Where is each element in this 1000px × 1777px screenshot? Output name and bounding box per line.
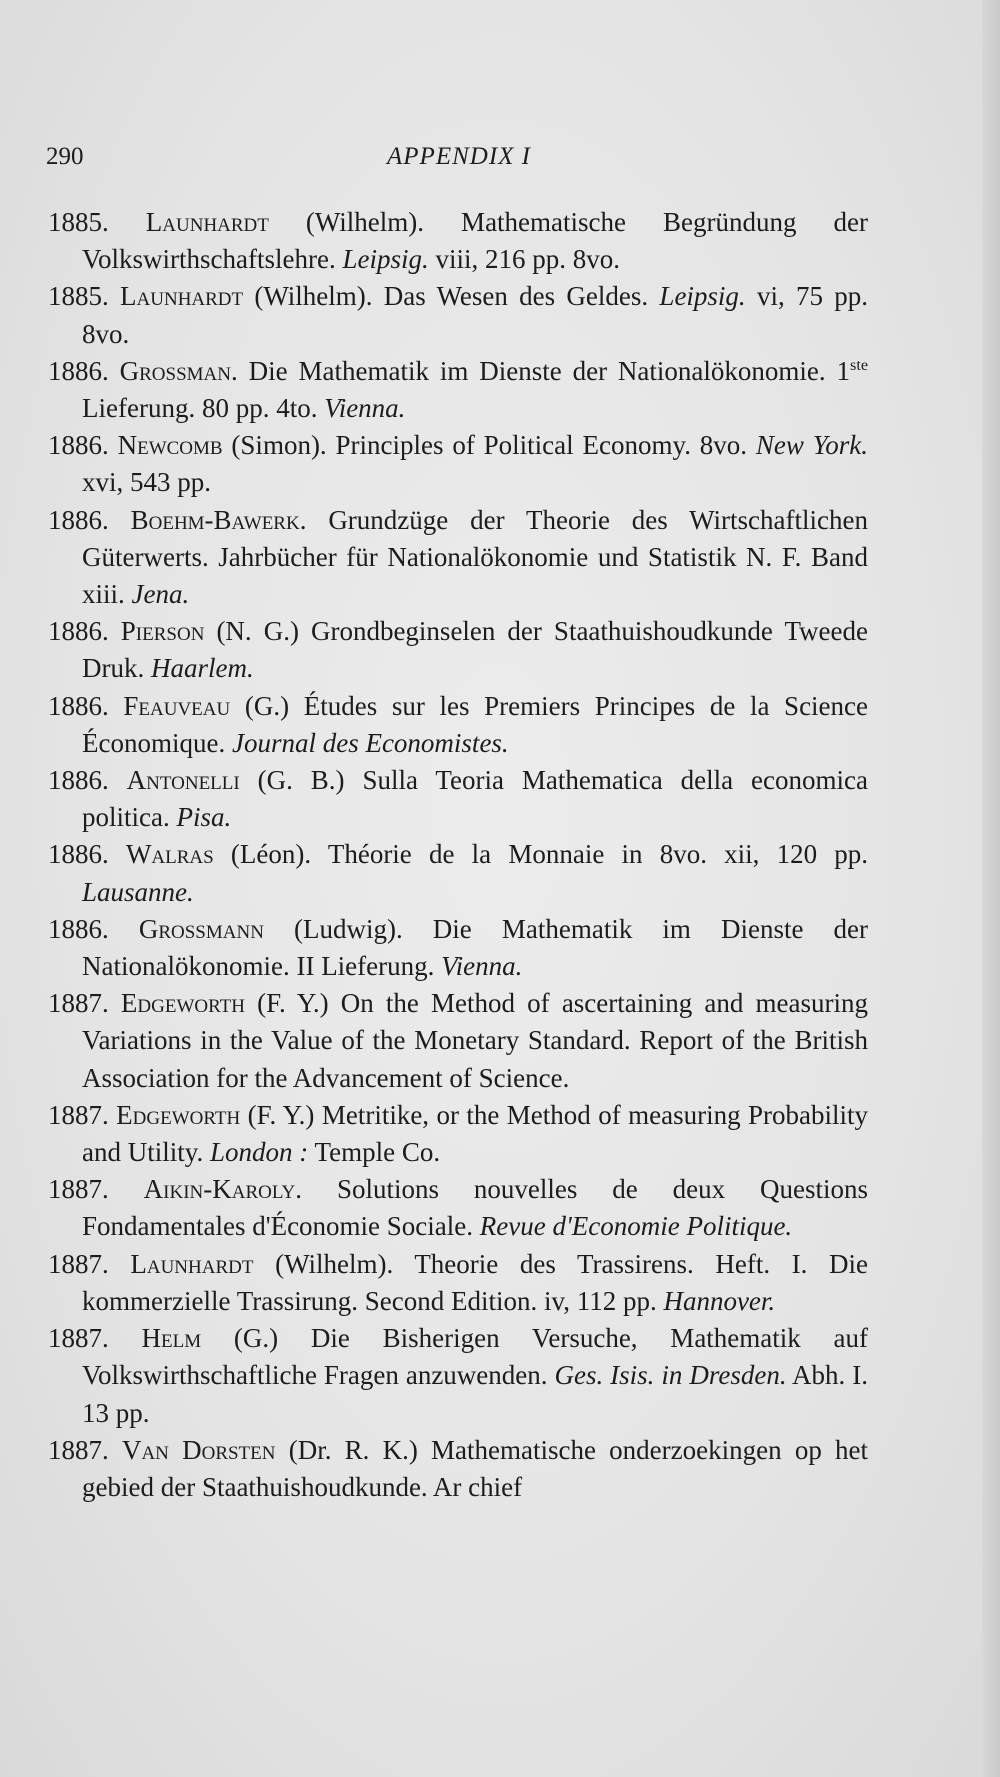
entry-author: Grossman. [119,355,238,386]
entry-place: Revue d'Economie Politique. [479,1211,793,1242]
running-head: APPENDIX I [387,143,531,170]
entry-superscript: ste [850,355,868,374]
bibliography-entry [48,278,868,352]
entry-place: New York. [755,430,869,461]
entry-author: Newcomb [117,430,223,461]
bibliography-entry [48,427,868,501]
bibliography-entry [48,353,868,427]
entry-text: (Wilhelm). Theorie des Trassirens. Heft. I. Die kommerzielle Trassirung. Second Edition. iv, 112 pp. [82,1248,869,1316]
bibliography-entry [48,1171,868,1245]
bibliography-entry [48,204,868,278]
entry-text: (G. B.) Sulla Teoria Mathematica della economica politica. [82,765,868,833]
bibliography-entry [48,502,868,614]
entry-author: Pierson [120,616,205,647]
entry-author: Grossmann [138,913,264,944]
bibliography-entry [48,836,868,910]
entry-place: Haarlem. [151,653,254,684]
entry-year: 1885. [48,281,109,312]
entry-tail: Abh. I. 13 pp. [82,1360,868,1428]
entry-author: Antonelli [126,765,240,796]
entry-author: Feauveau [123,690,231,721]
entry-year: 1887. [48,1434,109,1465]
entry-author: Walras [125,839,214,870]
entry-text: (Dr. R. K.) Mathematische onderzoekingen op het gebied der Staathuishoudkunde. Ar chief [82,1434,869,1502]
entry-year: 1886. [48,355,109,386]
entry-tail: vi, 75 pp. 8vo. [82,281,869,349]
page-edge [982,0,1000,1777]
entry-place: Lausanne. [82,876,194,907]
entry-author: Edgeworth [120,988,245,1019]
entry-tail: xvi, 543 pp. [82,467,212,498]
entry-author: Aikin-Karoly. [143,1174,303,1205]
bibliography-entry [48,1097,868,1171]
entry-author: Launhardt [120,281,244,312]
entry-author: Boehm-Bawerk. [130,504,307,535]
entry-place: Leipsig. [659,281,746,312]
entry-text: (N. G.) Grondbeginselen der Staathuishoudkunde Tweede Druk. [82,616,868,684]
entry-year: 1887. [48,1323,109,1354]
page-header [46,143,872,179]
entry-text: (G.) Études sur les Premiers Principes de la Science Économique. [82,690,869,758]
entry-author: Van Dorsten [121,1434,276,1465]
entry-place: Hannover. [663,1285,776,1316]
entry-year: 1886. [48,504,109,535]
entry-tail: viii, 216 pp. 8vo. [428,244,620,275]
bibliography-entry [48,762,868,836]
entry-text: (F. Y.) Metritike, or the Method of measuring Probability and Utility. [82,1099,868,1168]
entry-year: 1886. [48,839,109,870]
entry-year: 1885. [48,207,109,237]
bibliography-entry [48,1246,868,1320]
entry-text-continued: Lieferung. 80 pp. 4to. [82,393,325,424]
page-number: 290 [46,143,84,170]
bibliography-entry [48,1320,868,1432]
entry-text: Solutions nouvelles de deux Questions Fondamentales d'Économie Sociale. [82,1174,868,1242]
entry-place: Ges. Isis. in Dresden. [554,1360,787,1391]
entry-year: 1886. [48,690,109,721]
entry-year: 1887. [48,988,109,1019]
entry-place: Pisa. [176,802,232,833]
entry-year: 1887. [48,1099,109,1130]
bibliography-entry [48,613,868,687]
entry-text: Grundzüge der Theorie des Wirtschaftlichen Güterwerts. Jahrbücher für Nationalökonomie und Statistik N. F. Band xiii. [82,504,868,610]
entry-place: Leipsig. [342,244,429,275]
bibliography-entry [48,911,868,985]
entry-text: Die Mathematik im Dienste der Nationalökonomie. 1 [237,355,851,386]
bibliography-entry [48,985,868,1097]
entry-year: 1886. [48,430,109,461]
entry-text: (Wilhelm). Das Wesen des Geldes. [243,281,660,312]
entry-place: London : [210,1137,309,1168]
entry-year: 1887. [48,1174,109,1205]
entry-year: 1886. [48,616,109,647]
entry-text: (Wilhelm). Mathematische Begründung der Volkswirthschaftslehre. [82,207,869,275]
entry-place: Vienna. [441,951,523,982]
entry-author: Helm [141,1323,202,1354]
bibliography-entry [48,688,868,762]
entry-year: 1887. [48,1248,109,1279]
entry-tail: Temple Co. [308,1137,441,1168]
entry-text: (Ludwig). Die Mathematik im Dienste der Nationalökonomie. II Lieferung. [82,913,868,982]
entry-author: Edgeworth [116,1099,241,1130]
entry-text: (F. Y.) On the Method of ascertaining and measuring Variations in the Value of the Monetary Standard. Report of the British Association for the Advancement of Science. [82,988,869,1093]
entry-place: Journal des Economistes. [231,727,509,758]
entry-author: Launhardt [130,1248,254,1279]
entry-place: Vienna. [324,393,406,424]
entry-place: Jena. [131,579,190,610]
entry-text: (Léon). Théorie de la Monnaie in 8vo. xii, 120 pp. [213,839,869,870]
entry-year: 1886. [48,913,109,944]
entry-author: Launhardt [145,207,269,237]
bibliography-entry [48,1432,868,1506]
entry-year: 1886. [48,765,109,796]
entry-text: (Simon). Principles of Political Economy. 8vo. [222,430,756,461]
entry-text: (G.) Die Bisherigen Versuche, Mathematik auf Volkswirthschaftliche Fragen anzuwenden. [82,1323,869,1391]
bibliography-list [48,204,868,1506]
